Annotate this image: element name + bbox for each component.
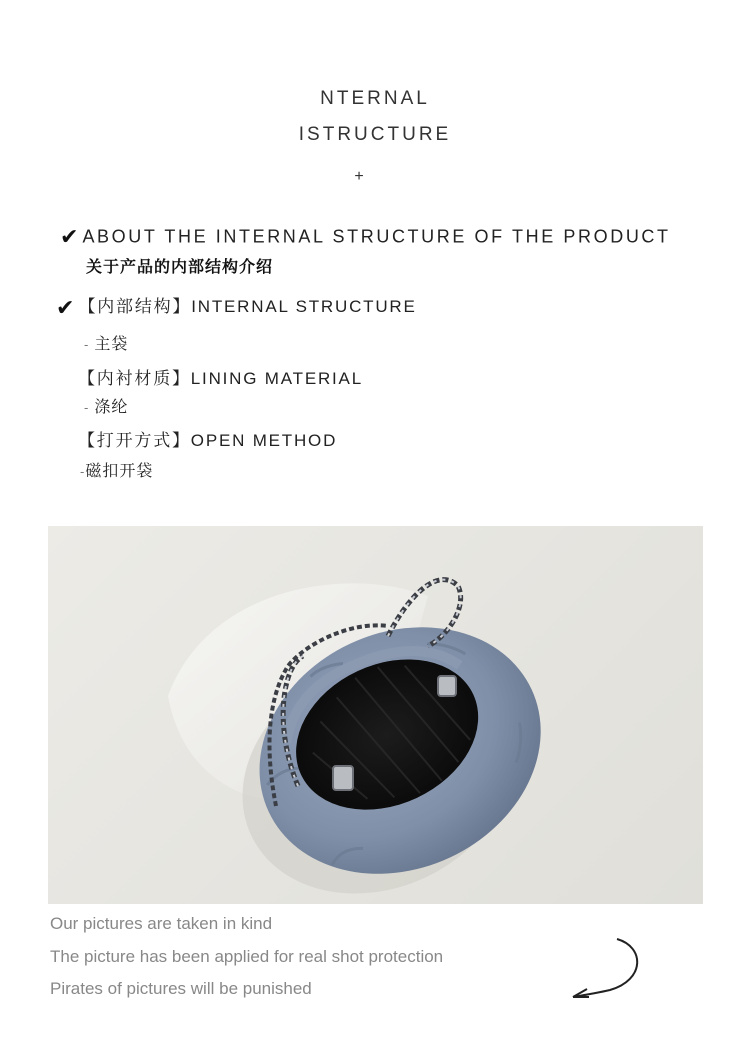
- metal-clasp: [438, 676, 456, 696]
- checkmark-icon: ✔: [56, 294, 75, 320]
- section-title-line1: NTERNAL: [320, 88, 430, 109]
- open-method-value: 磁扣开袋: [85, 463, 154, 480]
- product-photo: [48, 526, 703, 904]
- dash: -: [84, 400, 89, 415]
- curved-arrow-icon: [565, 935, 650, 1005]
- bag-illustration: [48, 526, 703, 904]
- open-method-label: 【打开方式】OPEN METHOD: [78, 431, 338, 450]
- about-heading-cn: 关于产品的内部结构介绍: [86, 259, 274, 276]
- dash: -: [84, 337, 89, 352]
- internal-structure-value: 主袋: [94, 336, 129, 353]
- lining-material-value-row: [84, 394, 128, 417]
- section-title-line2: ISTRUCTURE: [298, 124, 452, 145]
- internal-structure-row: [56, 292, 417, 321]
- lining-material-value: 涤纶: [94, 399, 129, 416]
- internal-structure-label: 【内部结构】INTERNAL STRUCTURE: [78, 297, 417, 316]
- lining-material-label: 【内衬材质】LINING MATERIAL: [78, 369, 363, 388]
- metal-clasp: [333, 766, 353, 790]
- open-method-value-row: [80, 458, 153, 481]
- caption-line-1: Our pictures are taken in kind: [50, 914, 273, 933]
- dash: -: [80, 464, 85, 479]
- caption-line-2: The picture has been applied for real shot protection: [50, 947, 444, 966]
- about-heading: [60, 224, 671, 250]
- plus-divider: +: [354, 168, 364, 185]
- checkmark-icon: ✔: [60, 224, 79, 249]
- internal-structure-value-row: [84, 331, 128, 354]
- about-heading-en: ABOUT THE INTERNAL STRUCTURE OF THE PRODUCT: [82, 226, 671, 247]
- caption-line-3: Pirates of pictures will be punished: [50, 979, 312, 998]
